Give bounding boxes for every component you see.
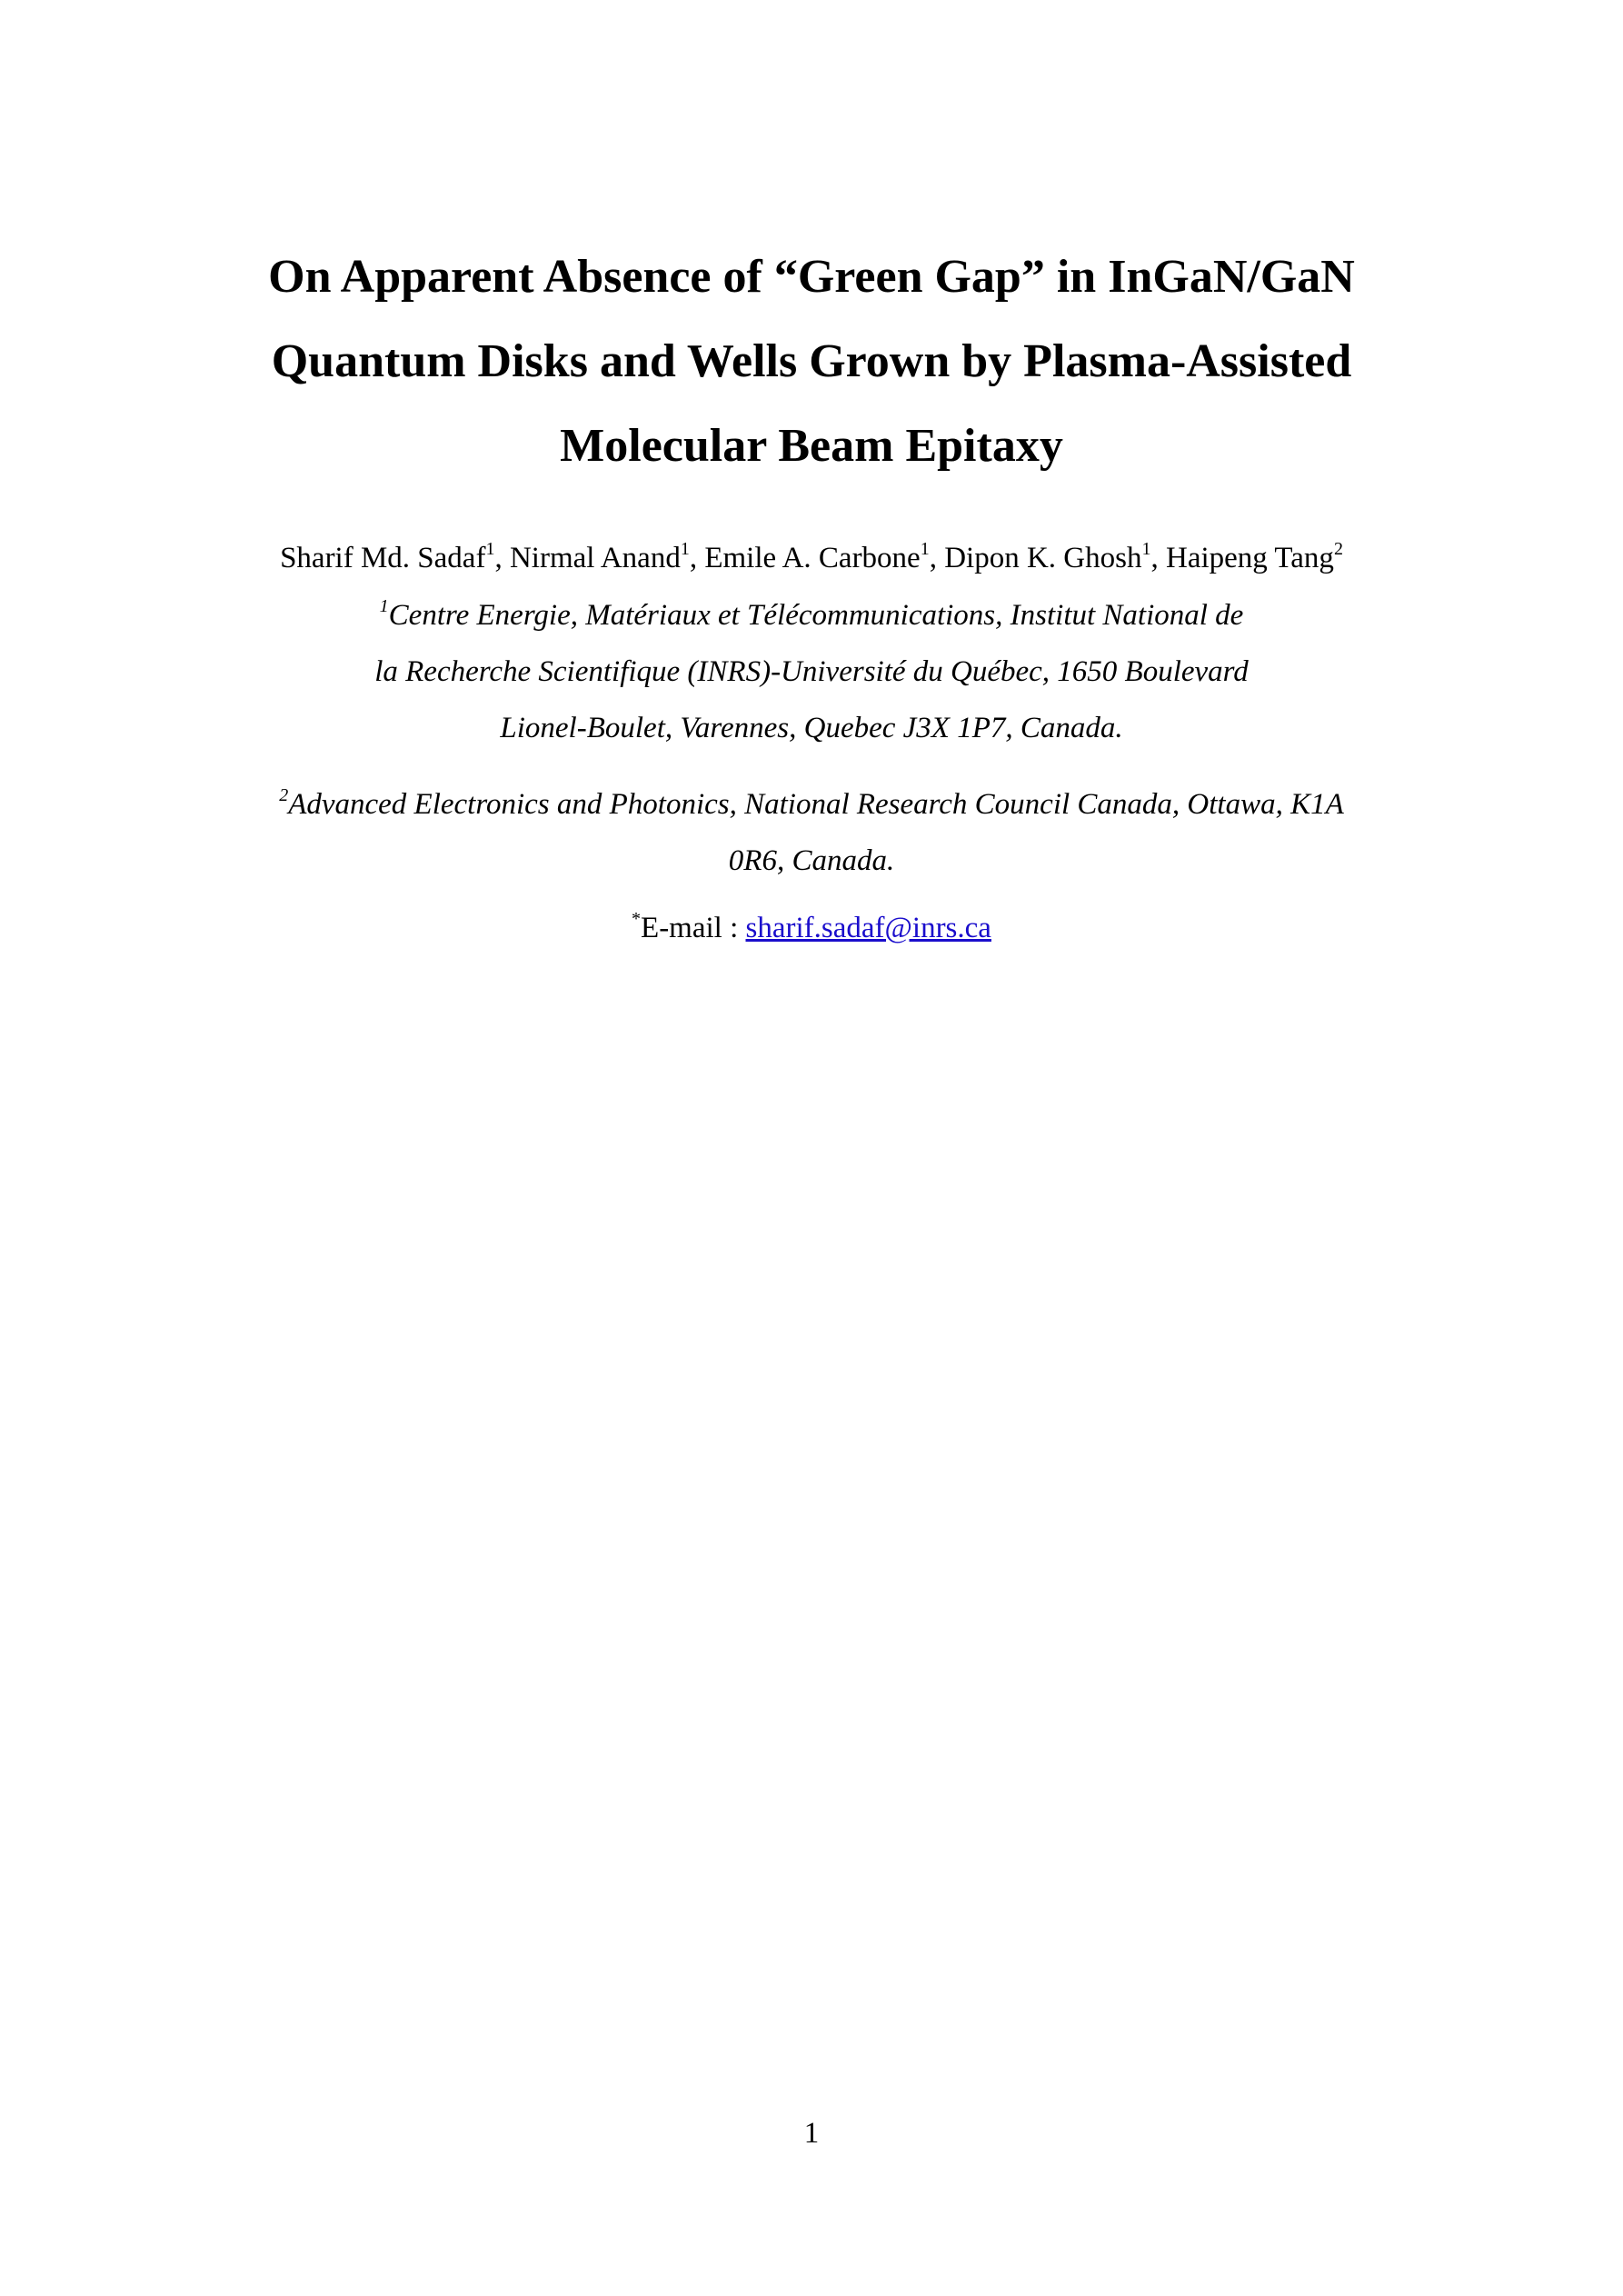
paper-title (173, 235, 1450, 488)
email-link[interactable]: sharif.sadaf@inrs.ca (745, 912, 991, 944)
author-separator: , (689, 542, 705, 574)
title-line-3: Molecular Beam Epitaxy (560, 420, 1063, 472)
affiliation-line (127, 776, 1496, 833)
author-name: Dipon K. Ghosh (944, 542, 1142, 574)
author-separator: , (494, 542, 510, 574)
author-name: Emile A. Carbone (704, 542, 921, 574)
page-number: 1 (803, 2117, 820, 2150)
title-line-1: On Apparent Absence of “Green Gap” in InGaN/GaN (268, 251, 1355, 303)
affiliation-mark: 1 (379, 596, 389, 616)
affiliation-line: la Recherche Scientifique (INRS)-Université du Québec, 1650 Boulevard (374, 655, 1249, 688)
corresponding-email (127, 904, 1496, 952)
author-affiliation-mark: 2 (1333, 539, 1343, 559)
affiliation-1 (127, 587, 1496, 756)
affiliation-mark: 2 (279, 785, 289, 805)
email-label: E-mail : (641, 912, 746, 944)
affiliation-text: Advanced Electronics and Photonics, National Research Council Canada, Ottawa, K1A (288, 788, 1344, 821)
author-separator: , (929, 542, 945, 574)
author-affiliation-mark: 1 (1141, 539, 1151, 559)
author-affiliation-mark: 1 (920, 539, 930, 559)
affiliation-line: Lionel-Boulet, Varennes, Quebec J3X 1P7, Canada. (500, 712, 1123, 744)
affiliation-2 (127, 776, 1496, 889)
affiliation-line (127, 587, 1496, 644)
affiliation-text: Centre Energie, Matériaux et Télécommunications, Institut National de (388, 599, 1244, 632)
title-line-2: Quantum Disks and Wells Grown by Plasma-Assisted (271, 335, 1352, 387)
author-name: Haipeng Tang (1165, 542, 1334, 574)
corresponding-mark: * (632, 909, 642, 929)
author-separator: , (1150, 542, 1166, 574)
author-list (127, 534, 1496, 582)
author-affiliation-mark: 1 (680, 539, 690, 559)
author-name: Sharif Md. Sadaf (280, 542, 486, 574)
affiliation-line: 0R6, Canada. (728, 844, 895, 877)
author-name: Nirmal Anand (509, 542, 681, 574)
author-affiliation-mark: 1 (485, 539, 495, 559)
